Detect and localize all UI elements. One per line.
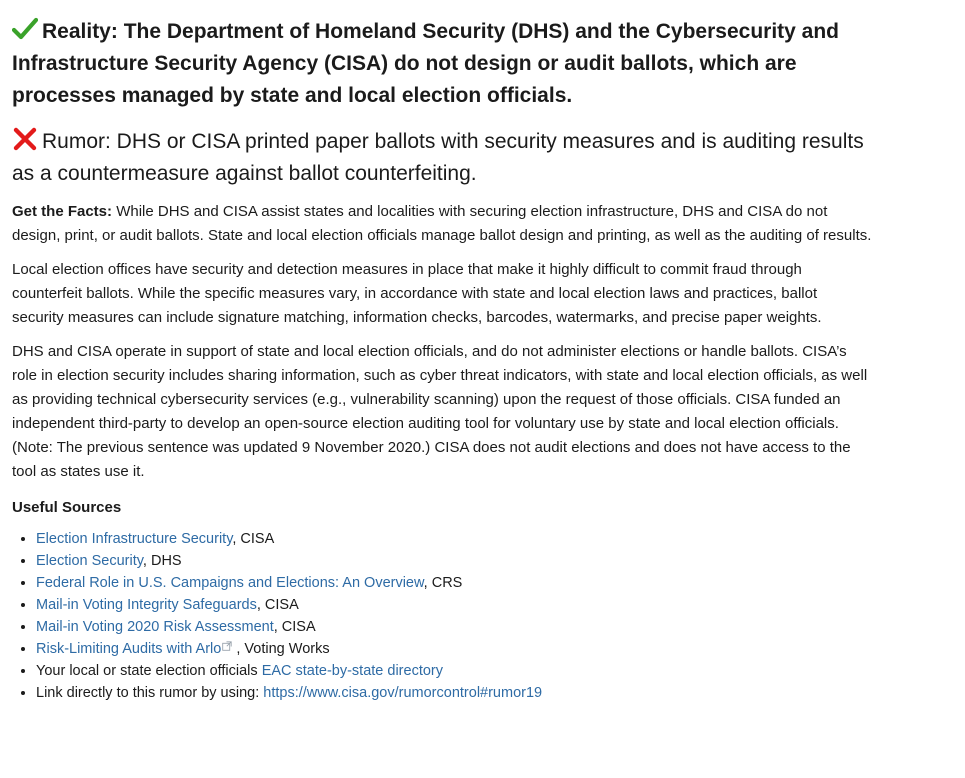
reality-heading — [12, 16, 872, 112]
list-item — [36, 528, 872, 550]
list-item — [36, 682, 872, 704]
source-suffix: , Voting Works — [232, 641, 330, 657]
source-suffix: , CISA — [232, 531, 275, 547]
facts-paragraph — [12, 200, 872, 248]
source-link-federal-role[interactable]: Federal Role in U.S. Campaigns and Elections: An Overview — [36, 575, 424, 591]
local-officials-text: Your local or state election officials — [36, 663, 262, 679]
source-link-text: Risk-Limiting Audits with Arlo — [36, 641, 222, 657]
rumor-text: Rumor: DHS or CISA printed paper ballots with security measures and is auditing results as a countermeasure against ballot counterfeiting. — [12, 130, 864, 185]
source-suffix: , DHS — [142, 553, 182, 569]
facts-text: While DHS and CISA assist states and localities with securing election infrastructure, DHS and CISA do not design, print, or audit ballots. State and local election officials manage ballot design and printing, as well as the auditing of results. — [12, 203, 872, 244]
rumor-permalink[interactable]: https://www.cisa.gov/rumorcontrol#rumor19 — [263, 685, 543, 701]
source-link-mail-in-safeguards[interactable]: Mail-in Voting Integrity Safeguards — [36, 597, 257, 613]
detail-paragraph-1: Local election offices have security and detection measures in place that make it highly difficult to commit fraud through counterfeit ballots. While the specific measures vary, in accordance with state and local election laws and practices, ballot security measures can include signature matching, information checks, barcodes, watermarks, and precise paper weights. — [12, 261, 822, 326]
direct-link-text: Link directly to this rumor by using: — [36, 685, 264, 701]
source-suffix: , CISA — [273, 619, 316, 635]
list-item — [36, 638, 872, 660]
source-link-mail-in-risk-assessment[interactable]: Mail-in Voting 2020 Risk Assessment — [36, 619, 274, 635]
x-icon — [12, 126, 38, 152]
eac-directory-link[interactable]: EAC state-by-state directory — [261, 663, 444, 679]
list-item — [36, 550, 872, 572]
check-icon — [12, 16, 38, 42]
list-item — [36, 616, 872, 638]
source-suffix: , CRS — [423, 575, 463, 591]
rumor-heading — [12, 126, 872, 190]
sources-list — [12, 528, 872, 704]
useful-sources-heading: Useful Sources — [12, 499, 122, 516]
list-item — [36, 660, 872, 682]
facts-label: Get the Facts: — [12, 203, 113, 220]
source-link-election-infrastructure-security[interactable]: Election Infrastructure Security — [36, 531, 233, 547]
list-item — [36, 572, 872, 594]
source-link-election-security[interactable]: Election Security — [36, 553, 143, 569]
source-suffix: , CISA — [256, 597, 299, 613]
external-link-icon — [222, 641, 232, 651]
reality-text: Reality: The Department of Homeland Security (DHS) and the Cybersecurity and Infrastructure Security Agency (CISA) do not design or audit ballots, which are processes managed by state and local election officials. — [12, 20, 839, 107]
list-item — [36, 594, 872, 616]
detail-paragraph-2: DHS and CISA operate in support of state and local election officials, and do not administer elections or handle ballots. CISA’s role in election security includes sharing information, such as cyber threat indicators, with state and local election officials, as well as providing technical cybersecurity services (e.g., vulnerability scanning) upon the request of those officials. CISA funded an independent third-party to develop an open-source election auditing tool for voluntary use by state and local election officials. (Note: The previous sentence was updated 9 November 2020.) CISA does not audit elections and does not have access to the tool as states use it. — [12, 343, 868, 480]
source-link-risk-limiting-audits[interactable] — [36, 641, 232, 657]
